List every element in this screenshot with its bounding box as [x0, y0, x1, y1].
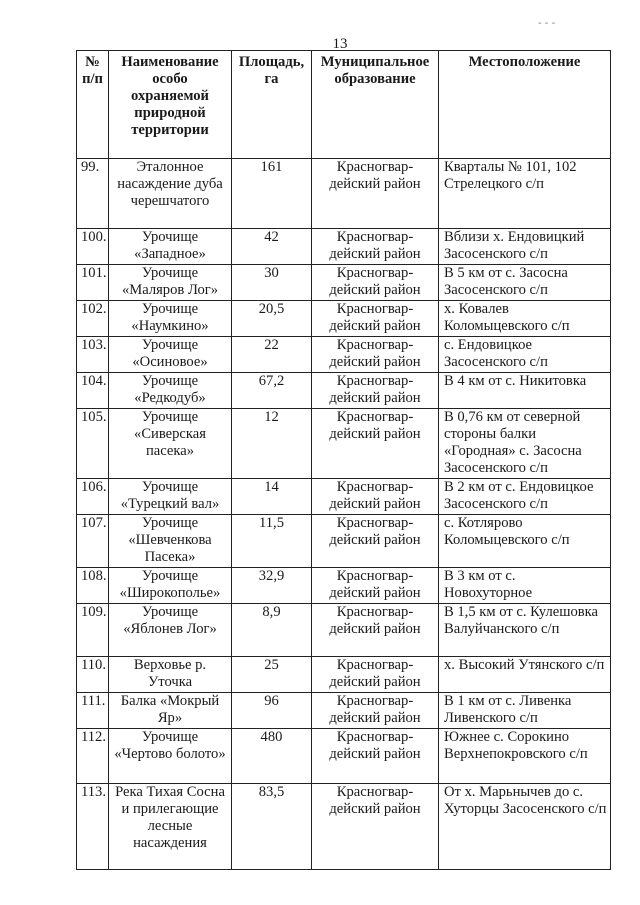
row-municipality: Красногвар-дейский район: [312, 568, 439, 604]
row-location: В 5 км от с. Засосна Засосенского с/п: [439, 265, 611, 301]
row-name: Урочище «Турецкий вал»: [109, 479, 232, 515]
row-location: От х. Марьнычев до с. Хуторцы Засосенского с/п: [439, 784, 611, 870]
table-row: [77, 515, 611, 568]
row-area: 32,9: [232, 568, 312, 604]
row-municipality: Красногвар-дейский район: [312, 784, 439, 870]
header-municipality: Муниципальное образование: [312, 51, 439, 159]
row-area: 42: [232, 229, 312, 265]
row-name: Урочище «Широкополье»: [109, 568, 232, 604]
row-location: х. Ковалев Коломыцевского с/п: [439, 301, 611, 337]
table-row: [77, 265, 611, 301]
table-row: [77, 373, 611, 409]
row-number: 102.: [77, 301, 109, 337]
row-number: 110.: [77, 657, 109, 693]
table-row: [77, 657, 611, 693]
row-name: Урочище «Западное»: [109, 229, 232, 265]
row-name: Урочище «Сиверская пасека»: [109, 409, 232, 479]
row-location: В 3 км от с. Новохуторное: [439, 568, 611, 604]
row-area: 20,5: [232, 301, 312, 337]
row-location: х. Высокий Утянского с/п: [439, 657, 611, 693]
row-name: Урочище «Редкодуб»: [109, 373, 232, 409]
row-location: В 4 км от с. Никитовка: [439, 373, 611, 409]
table-row: [77, 693, 611, 729]
corner-mark: - - -: [538, 18, 556, 29]
table-row: [77, 229, 611, 265]
row-municipality: Красногвар-дейский район: [312, 337, 439, 373]
table-row: [77, 784, 611, 870]
table-row: [77, 301, 611, 337]
row-name: Верховье р. Уточка: [109, 657, 232, 693]
table-row: [77, 409, 611, 479]
row-number: 108.: [77, 568, 109, 604]
row-municipality: Красногвар-дейский район: [312, 693, 439, 729]
row-location: В 0,76 км от северной стороны балки «Городная» с. Засосна Засосенского с/п: [439, 409, 611, 479]
row-location: В 1,5 км от с. Кулешовка Валуйчанского с/п: [439, 604, 611, 657]
table-header-row: [77, 51, 611, 159]
row-location: с. Котлярово Коломыцевского с/п: [439, 515, 611, 568]
row-number: 103.: [77, 337, 109, 373]
row-location: Южнее с. Сорокино Верхнепокровского с/п: [439, 729, 611, 784]
row-number: 100.: [77, 229, 109, 265]
row-location: Вблизи х. Ендовицкий Засосенского с/п: [439, 229, 611, 265]
row-area: 14: [232, 479, 312, 515]
row-area: 30: [232, 265, 312, 301]
row-location: с. Ендовицкое Засосенского с/п: [439, 337, 611, 373]
row-name: Урочище «Осиновое»: [109, 337, 232, 373]
row-number: 113.: [77, 784, 109, 870]
row-area: 67,2: [232, 373, 312, 409]
row-municipality: Красногвар-дейский район: [312, 265, 439, 301]
row-area: 8,9: [232, 604, 312, 657]
row-municipality: Красногвар-дейский район: [312, 604, 439, 657]
table-row: [77, 604, 611, 657]
row-number: 107.: [77, 515, 109, 568]
row-area: 11,5: [232, 515, 312, 568]
protected-areas-table: [76, 50, 611, 870]
row-number: 101.: [77, 265, 109, 301]
row-number: 112.: [77, 729, 109, 784]
row-municipality: Красногвар-дейский район: [312, 657, 439, 693]
row-area: 12: [232, 409, 312, 479]
row-municipality: Красногвар-дейский район: [312, 229, 439, 265]
row-name: Река Тихая Сосна и прилегающие лесные насаждения: [109, 784, 232, 870]
row-location: В 1 км от с. Ливенка Ливенского с/п: [439, 693, 611, 729]
row-municipality: Красногвар-дейский район: [312, 409, 439, 479]
row-location: Кварталы № 101, 102 Стрелецкого с/п: [439, 159, 611, 229]
page-number: 13: [332, 36, 348, 52]
row-name: Балка «Мокрый Яр»: [109, 693, 232, 729]
row-number: 105.: [77, 409, 109, 479]
row-municipality: Красногвар-дейский район: [312, 515, 439, 568]
row-number: 104.: [77, 373, 109, 409]
table-row: [77, 479, 611, 515]
row-name: Урочище «Шевченкова Пасека»: [109, 515, 232, 568]
row-municipality: Красногвар-дейский район: [312, 479, 439, 515]
row-area: 480: [232, 729, 312, 784]
row-area: 22: [232, 337, 312, 373]
header-location: Местоположение: [439, 51, 611, 159]
table-row: [77, 159, 611, 229]
row-name: Урочище «Чертово болото»: [109, 729, 232, 784]
row-area: 96: [232, 693, 312, 729]
header-area: Площадь, га: [232, 51, 312, 159]
row-municipality: Красногвар-дейский район: [312, 159, 439, 229]
row-municipality: Красногвар-дейский район: [312, 729, 439, 784]
row-name: Урочище «Маляров Лог»: [109, 265, 232, 301]
table-row: [77, 729, 611, 784]
header-name: Наименование особо охраняемой природной территории: [109, 51, 232, 159]
header-num: № п/п: [77, 51, 109, 159]
row-area: 83,5: [232, 784, 312, 870]
row-number: 99.: [77, 159, 109, 229]
row-name: Урочище «Яблонев Лог»: [109, 604, 232, 657]
row-number: 111.: [77, 693, 109, 729]
row-municipality: Красногвар-дейский район: [312, 373, 439, 409]
row-area: 25: [232, 657, 312, 693]
row-municipality: Красногвар-дейский район: [312, 301, 439, 337]
row-area: 161: [232, 159, 312, 229]
row-number: 106.: [77, 479, 109, 515]
row-name: Урочище «Наумкино»: [109, 301, 232, 337]
row-location: В 2 км от с. Ендовицкое Засосенского с/п: [439, 479, 611, 515]
table-row: [77, 568, 611, 604]
row-number: 109.: [77, 604, 109, 657]
table-row: [77, 337, 611, 373]
row-name: Эталонное насаждение дуба черешчатого: [109, 159, 232, 229]
